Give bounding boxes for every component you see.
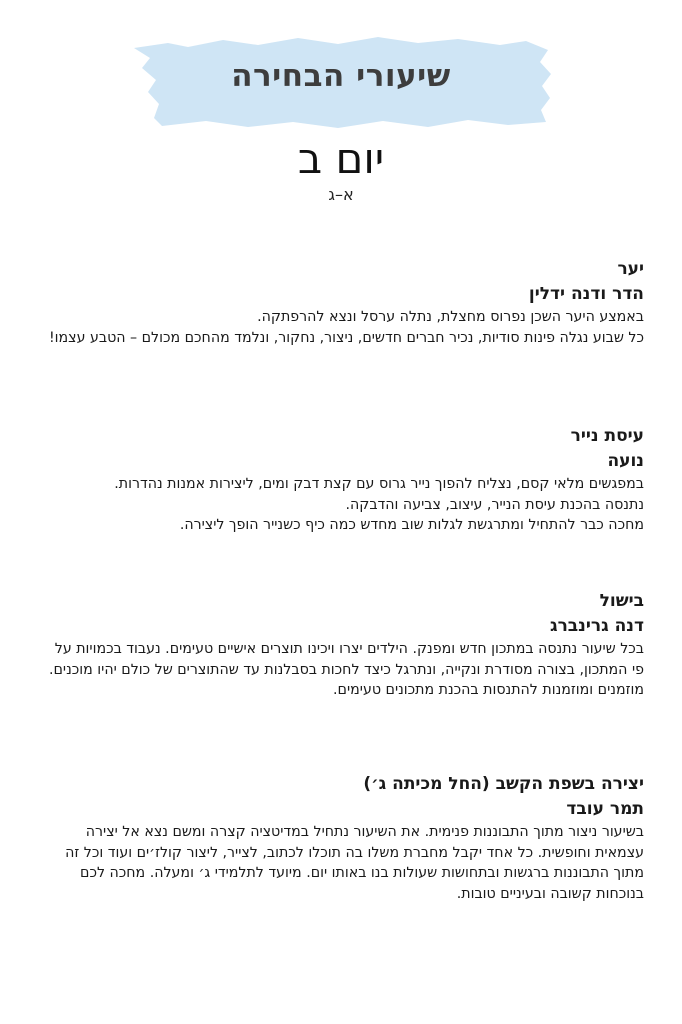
description-line: בכל שיעור נתנסה במתכון חדש ומפנק. הילדים יצרו ויכינו תוצרים אישיים טעימים. נעבוד בכמויות על פי המתכון, בצורה מסודרת ונקייה, ונתרגל כיצד לחכות בסבלנות עד שהתוצרים של כולם יהיו מוכנים.	[49, 641, 644, 678]
class-section-paper-mache	[40, 425, 644, 536]
class-teacher: דנה גרינברג	[549, 616, 644, 636]
class-teacher: הדר ודנה ידלין	[528, 284, 644, 304]
description-line: מחכה כבר להתחיל ומתרגשת לגלות שוב מחדש כמה כיף כשנייר הופך ליצירה.	[179, 517, 644, 533]
class-description	[40, 474, 644, 536]
class-title: עיסת נייר	[570, 426, 644, 446]
description-line: נתנסה בהכנת עיסת הנייר, עיצוב, צביעה והדבקה.	[345, 496, 644, 513]
class-description	[40, 822, 644, 904]
class-teacher: נועה	[607, 451, 644, 471]
description-line: באמצע היער השכן נפרוס מחצלת, נתלה ערסל ונצא להרפתקה.	[257, 309, 644, 325]
class-title: יער	[617, 259, 644, 279]
class-title: בישול	[599, 591, 644, 611]
description-line: מוזמנים ומוזמנות להתנסות בהכנת מתכונים טעימים.	[333, 682, 644, 698]
class-description	[40, 307, 644, 348]
class-title: יצירה בשפת הקשב (החל מכיתה ג׳)	[363, 774, 644, 794]
class-section-forest	[40, 258, 644, 348]
page-heading: שיעורי הבחירה	[231, 58, 451, 94]
grade-range: א–ג	[328, 185, 354, 204]
class-section-cooking	[40, 590, 644, 701]
class-teacher: תמר עובד	[566, 799, 644, 819]
description-line: כל שבוע נגלה פינות סודיות, נכיר חברים חדשים, ניצור, נחקור, ונלמד מהחכם מכולם – הטבע עצמו!	[48, 329, 644, 346]
class-section-mindful-art	[40, 773, 644, 904]
description-line: בשיעור ניצור מתוך התבוננות פנימית. את השיעור נתחיל במדיטציה קצרה ומשם נצא אל יצירה עצמאית וחופשית. כל אחד יקבל מחברת משלו בה תוכלו לכתוב, לצייר, ליצור קולז׳ים ועוד וכל זה מתוך התבוננות ברגשות ובתחושות שעולות בנו באותו יום. מיועד לתלמידי ג׳ ומעלה. מחכה לכם בנוכחות קשובה ובעיניים טובות.	[65, 824, 644, 902]
description-line: במפגשים מלאי קסם, נצליח להפוך נייר גרוס עם קצת דבק ומים, ליצירות אמנות נהדרות.	[114, 476, 644, 492]
class-description	[40, 639, 644, 701]
day-title: יום ב	[297, 134, 385, 183]
